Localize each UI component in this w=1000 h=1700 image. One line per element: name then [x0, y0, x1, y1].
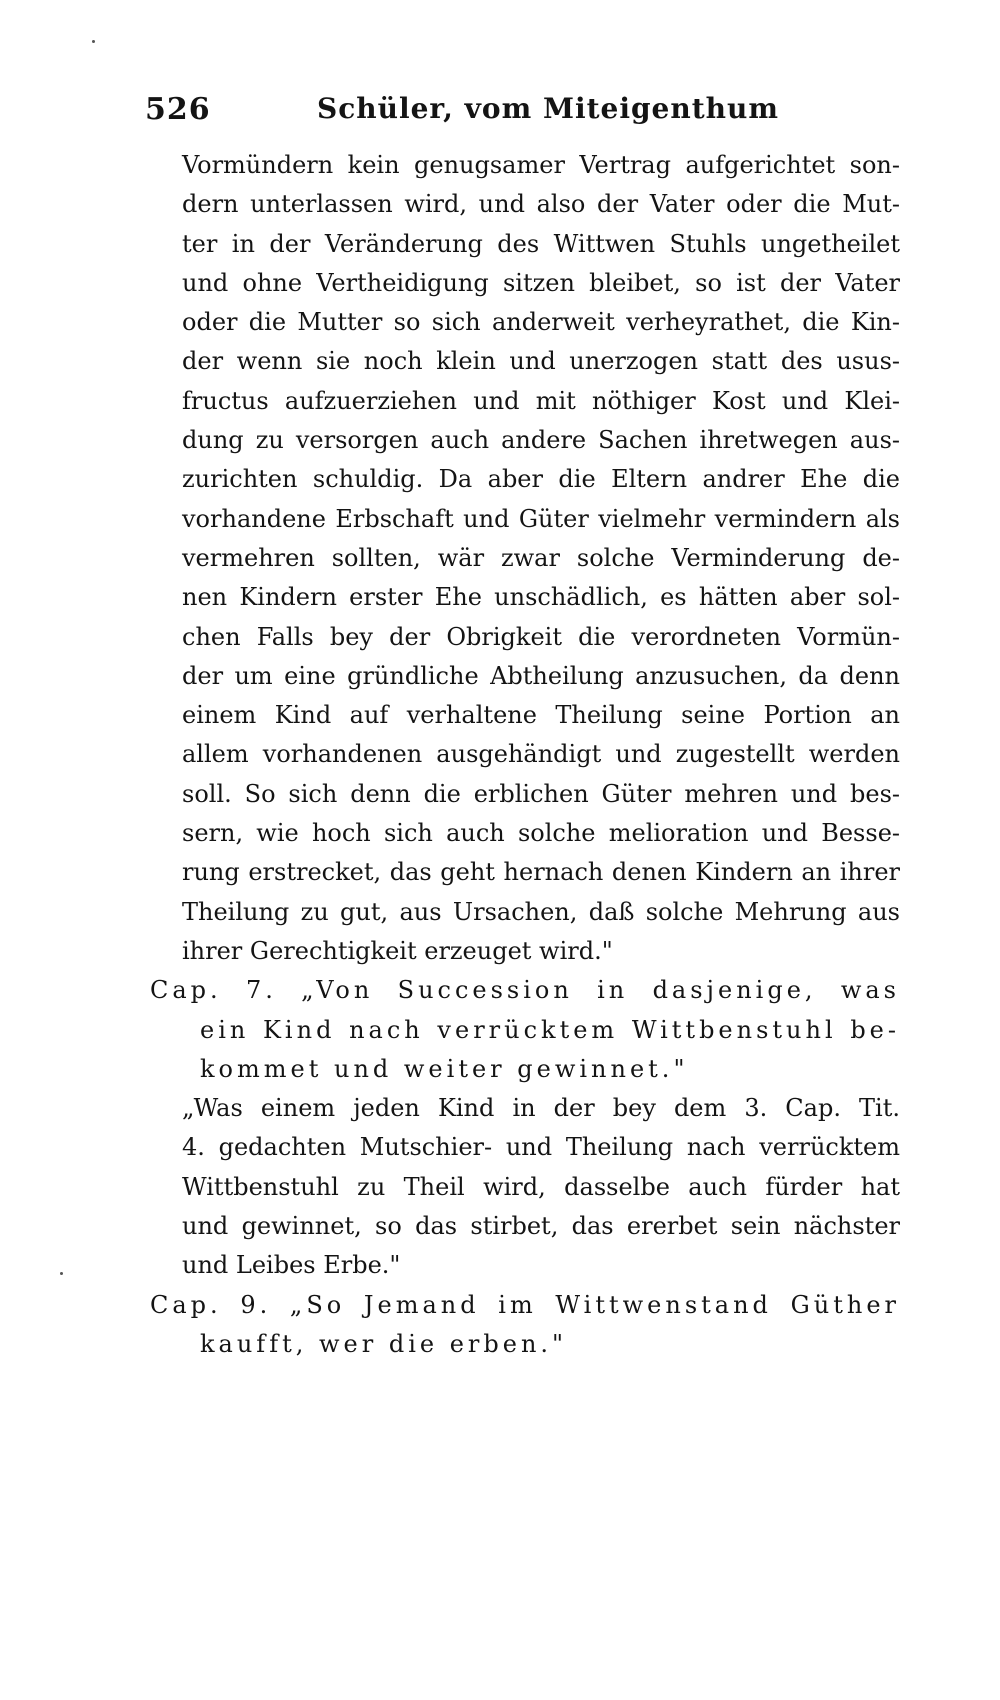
text-line: oder die Mutter so sich anderweit verheyrathet, die Kin- — [182, 308, 900, 337]
body-text — [130, 146, 900, 1364]
text-line: Vormündern kein genugsamer Vertrag aufgerichtet son- — [182, 151, 900, 179]
text-line: der um eine gründliche Abtheilung anzusuchen, da denn — [182, 661, 900, 690]
chapter-heading: Cap. 7. „Von Succession in dasjenige, was — [150, 976, 900, 1005]
text-line: ter in der Veränderung des Wittwen Stuhls ungetheilet — [182, 229, 900, 258]
running-title: Schüler, vom Miteigenthum — [317, 92, 780, 125]
text-line: und gewinnet, so das stirbet, das ererbet sein nächster — [182, 1212, 900, 1241]
text-line: ihrer Gerechtigkeit erzeuget wird." — [182, 936, 613, 965]
chapter-heading: Cap. 9. „So Jemand im Wittwenstand Güther — [150, 1290, 900, 1319]
text-line: fructus aufzuerziehen und mit nöthiger Kost und Klei- — [182, 386, 900, 415]
text-line: dung zu versorgen auch andere Sachen ihretwegen aus- — [182, 426, 900, 455]
text-line: chen Falls bey der Obrigkeit die verordneten Vormün- — [182, 622, 900, 651]
text-line: sern, wie hoch sich auch solche melioration und Besse- — [182, 819, 900, 848]
text-line: der wenn sie noch klein und unerzogen statt des usus- — [182, 347, 900, 376]
page-number: 526 — [145, 92, 211, 127]
scan-speck — [60, 1272, 63, 1275]
text-line: soll. So sich denn die erblichen Güter mehren und bes- — [182, 779, 900, 808]
chapter-heading: kaufft, wer die erben." — [200, 1329, 568, 1358]
text-line: rung erstrecket, das geht hernach denen Kindern an ihrer — [182, 858, 900, 887]
text-line: einem Kind auf verhaltene Theilung seine Portion an — [182, 701, 900, 730]
text-line: dern unterlassen wird, und also der Vater oder die Mut- — [182, 190, 900, 219]
text-line: Theilung zu gut, aus Ursachen, daß solche Mehrung aus — [182, 897, 900, 926]
text-line: und ohne Vertheidigung sitzen bleibet, so ist der Vater — [182, 268, 900, 297]
text-line: 4. gedachten Mutschier- und Theilung nach verrücktem — [182, 1133, 900, 1162]
text-line: nen Kindern erster Ehe unschädlich, es hätten aber sol- — [182, 583, 900, 612]
text-line: Wittbenstuhl zu Theil wird, dasselbe auch fürder hat — [182, 1172, 900, 1201]
chapter-heading: kommet und weiter gewinnet." — [200, 1054, 689, 1083]
scan-speck — [92, 40, 95, 43]
text-line: und Leibes Erbe." — [182, 1251, 401, 1280]
page-header — [145, 92, 865, 136]
text-line: zurichten schuldig. Da aber die Eltern andrer Ehe die — [182, 465, 900, 494]
text-line: vermehren sollten, wär zwar solche Verminderung de- — [182, 543, 900, 572]
text-line: vorhandene Erbschaft und Güter vielmehr vermindern als — [182, 504, 900, 533]
text-line: „Was einem jeden Kind in der bey dem 3. Cap. Tit. — [182, 1094, 900, 1123]
chapter-heading: ein Kind nach verrücktem Wittbenstuhl be- — [200, 1015, 900, 1044]
text-line: allem vorhandenen ausgehändigt und zugestellt werden — [182, 740, 900, 769]
